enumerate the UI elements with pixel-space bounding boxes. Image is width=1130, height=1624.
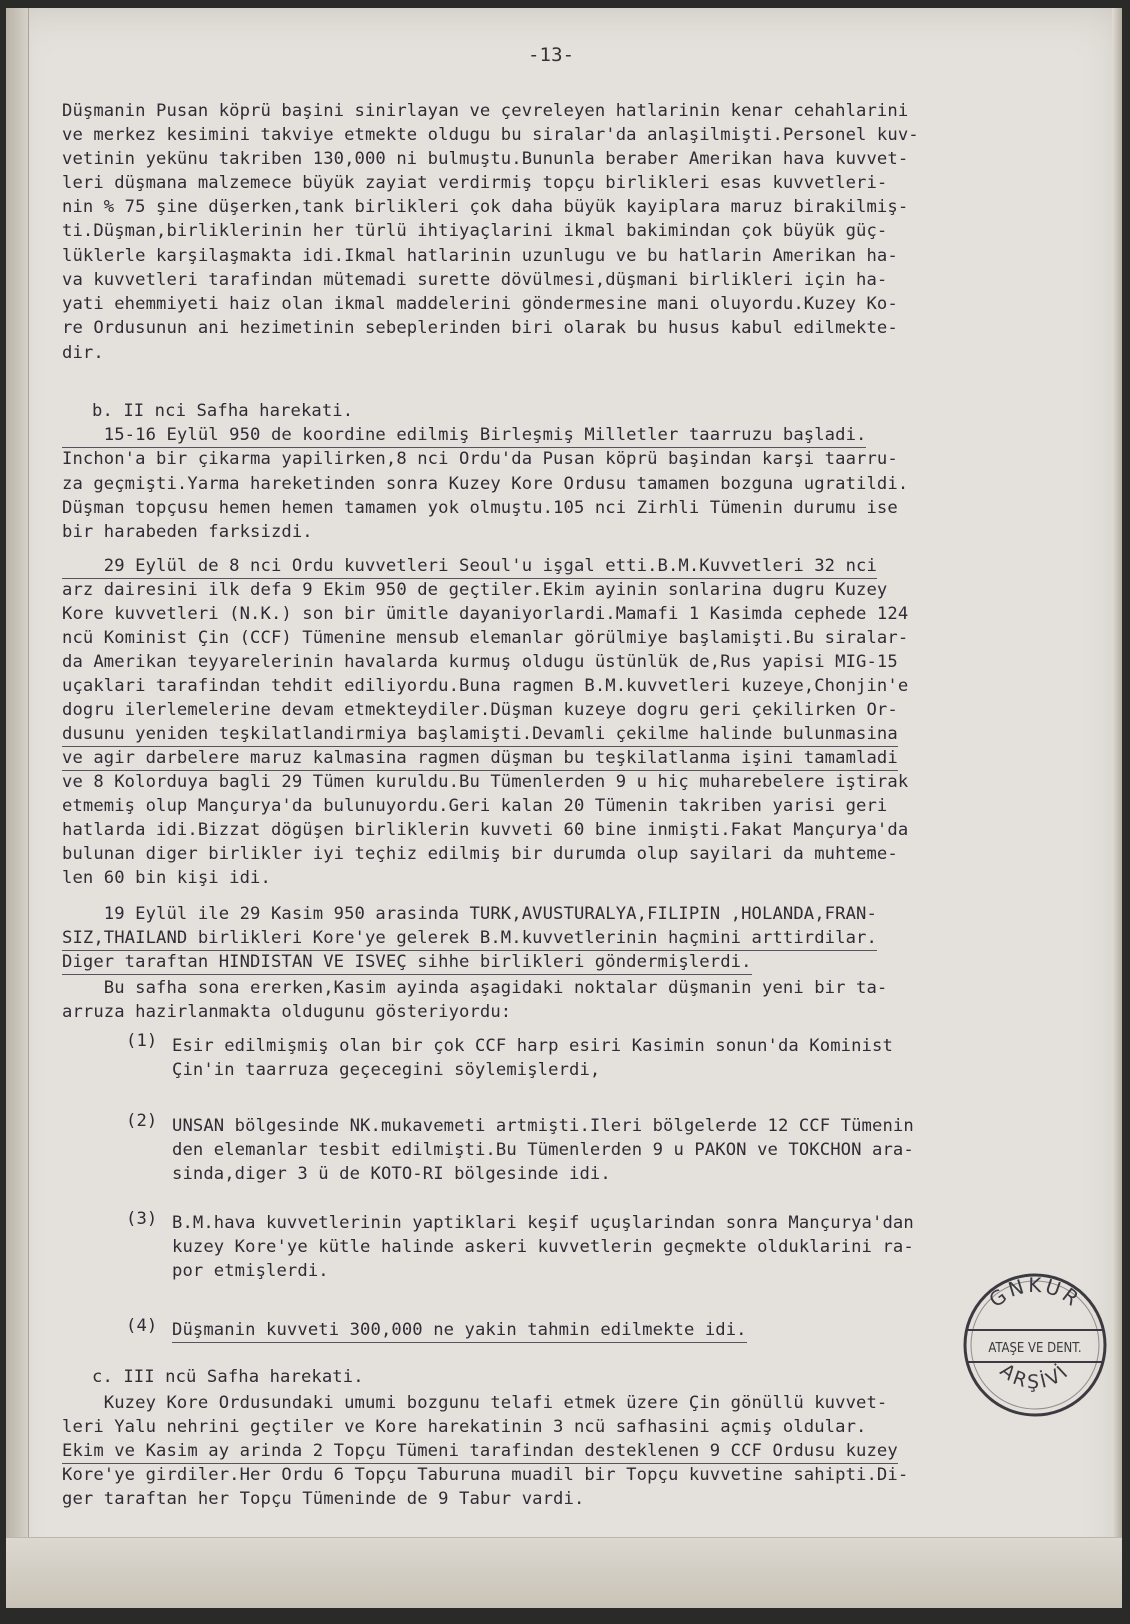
text-line: arz dairesini ilk defa 9 Ekim 950 de geçtiler.Ekim ayinin sonlarina dugru Kuzey bbox=[62, 580, 888, 600]
text-line: sinda,diger 3 ü de KOTO-RI bölgesinde idi. bbox=[172, 1164, 611, 1184]
svg-text:ARŞİVİ bbox=[996, 1359, 1075, 1393]
text-line: Esir edilmişmiş olan bir çok CCF harp esiri Kasimin sonun'da Kominist bbox=[172, 1036, 893, 1056]
text-line: Inchon'a bir çikarma yapilirken,8 nci Ordu'da Pusan köprü başindan karşi taarru- bbox=[62, 449, 898, 469]
text-line: dogru ilerlemelerine devam etmekteydiler.Düşman kuzeye dogru geri çekilirken Or- bbox=[62, 700, 898, 720]
text-line: lüklerle karşilaşmakta idi.Ikmal hatlarinin uzunlugu ve bu hatlarin Amerikan ha- bbox=[62, 246, 898, 266]
text-line: yati ehemmiyeti haiz olan ikmal maddelerini göndermesine mani oluyordu.Kuzey Ko- bbox=[62, 294, 898, 314]
text-line: hatlarda idi.Bizzat dögüşen birliklerin kuvveti 60 bine inmişti.Fakat Mançurya'da bbox=[62, 820, 909, 840]
text-line: nin % 75 şine düşerken,tank birlikleri çok daha büyük kayiplara maruz birakilmiş- bbox=[62, 197, 909, 217]
text-line: kuzey Kore'ye kütle halinde askeri kuvvetlerin geçmekte olduklarini ra- bbox=[172, 1237, 914, 1257]
text-line: leri düşmana malzemece büyük zayiat verdirmiş topçu birlikleri esas kuvvetleri- bbox=[62, 173, 888, 193]
page-edge bbox=[1112, 8, 1122, 1608]
text-line: UNSAN bölgesinde NK.mukavemeti artmişti.Ileri bölgelerde 12 CCF Tümenin bbox=[172, 1116, 914, 1136]
svg-text:GNKUR bbox=[984, 1273, 1085, 1312]
text-line: Kore kuvvetleri (N.K.) son bir ümitle dayaniyorlardi.Mamafi 1 Kasimda cephede 124 bbox=[62, 604, 909, 624]
text-line: den elemanlar tesbit edilmişti.Bu Tümenlerden 9 u PAKON ve TOKCHON ara- bbox=[172, 1140, 914, 1160]
archive-stamp bbox=[960, 1270, 1110, 1420]
list-item-number: (3) bbox=[126, 1209, 158, 1229]
text-line: re Ordusunun ani hezimetinin sebeplerinden biri olarak bu husus kabul edilmekte- bbox=[62, 318, 898, 338]
document-page bbox=[6, 8, 1122, 1608]
text-line: dusunu yeniden teşkilatlandirmiya başlamişti.Devamli çekilme halinde bulunmasina bbox=[62, 723, 898, 747]
list-item-number: (2) bbox=[126, 1111, 158, 1131]
text-line: uçaklari tarafindan tehdit ediliyordu.Buna ragmen B.M.kuvvetleri kuzeye,Chonjin'e bbox=[62, 676, 909, 696]
page-bottom-edge bbox=[6, 1537, 1122, 1608]
text-line: ve 8 Kolorduya bagli 29 Tümen kuruldu.Bu Tümenlerden 9 u hiç muharebelere iştirak bbox=[62, 772, 909, 792]
text-line: Çin'in taarruza geçecegini söylemişlerdi, bbox=[172, 1060, 601, 1080]
stamp-bottom-text: ARŞİVİ bbox=[995, 1359, 1075, 1394]
text-line: Düşmanin Pusan köprü başini sinirlayan ve çevreleyen hatlarinin kenar cehahlarini bbox=[62, 101, 909, 121]
text-line: dir. bbox=[62, 343, 104, 363]
text-line: SIZ,THAILAND birlikleri Kore'ye gelerek B.M.kuvvetlerinin haçmini arttirdilar. bbox=[62, 927, 877, 951]
text-line: bulunan diger birlikler iyi teçhiz edilmiş bir durumda olup sayilari da muhteme- bbox=[62, 844, 898, 864]
text-line: B.M.hava kuvvetlerinin yaptiklari keşif uçuşlarindan sonra Mançurya'dan bbox=[172, 1213, 914, 1233]
text-line: ncü Kominist Çin (CCF) Tümenine mensub elemanlar görülmiye başlamişti.Bu siralar- bbox=[62, 628, 909, 648]
binding-margin bbox=[6, 8, 29, 1608]
text-line: Ekim ve Kasim ay arinda 2 Topçu Tümeni tarafindan desteklenen 9 CCF Ordusu kuzey bbox=[62, 1440, 898, 1464]
text-line: ti.Düşman,birliklerinin her türlü ihtiyaçlarini ikmal bakimindan çok büyük güç- bbox=[62, 221, 888, 241]
text-line: por etmişlerdi. bbox=[172, 1261, 329, 1281]
text-line: Düşmanin kuvveti 300,000 ne yakin tahmin edilmekte idi. bbox=[172, 1319, 747, 1343]
text-line: ger taraftan her Topçu Tümeninde de 9 Tabur vardi. bbox=[62, 1489, 585, 1509]
text-line: bir harabeden farksizdi. bbox=[62, 522, 313, 542]
list-item-number: (4) bbox=[126, 1316, 158, 1336]
list-item-number: (1) bbox=[126, 1031, 158, 1051]
text-line: arruza hazirlanmakta oldugunu gösteriyordu: bbox=[62, 1002, 512, 1022]
text-line: ve merkez kesimini takviye etmekte oldugu bu siralar'da anlaşilmişti.Personel kuv- bbox=[62, 125, 919, 145]
section-heading-b: b. II nci Safha harekati. bbox=[92, 401, 354, 421]
text-line: len 60 bin kişi idi. bbox=[62, 868, 271, 888]
text-line: Diger taraftan HINDISTAN VE ISVEÇ sihhe birlikleri göndermişlerdi. bbox=[62, 951, 752, 975]
page-number: -13- bbox=[528, 44, 575, 66]
text-line: 15-16 Eylül 950 de koordine edilmiş Birleşmiş Milletler taarruzu başladi. bbox=[62, 424, 866, 448]
text-line: Bu safha sona ererken,Kasim ayinda aşagidaki noktalar düşmanin yeni bir ta- bbox=[62, 978, 888, 998]
text-line: Düşman topçusu hemen hemen tamamen yok olmuştu.105 nci Zirhli Tümenin durumu ise bbox=[62, 498, 898, 518]
text-line: ve agir darbelere maruz kalmasina ragmen düşman bu teşkilatlanma işini tamamladi bbox=[62, 747, 898, 771]
text-line: 19 Eylül ile 29 Kasim 950 arasinda TURK,AVUSTURALYA,FILIPIN ,HOLANDA,FRAN- bbox=[62, 904, 877, 924]
text-line: Kore'ye girdiler.Her Ordu 6 Topçu Taburuna muadil bir Topçu kuvvetine sahipti.Di- bbox=[62, 1465, 909, 1485]
text-line: vetinin yekünu takriben 130,000 ni bulmuştu.Bununla beraber Amerikan hava kuvvet- bbox=[62, 149, 909, 169]
text-line: etmemiş olup Mançurya'da bulunuyordu.Geri kalan 20 Tümenin takriben yarisi geri bbox=[62, 796, 888, 816]
text-line: da Amerikan teyyarelerinin havalarda kurmuş oldugu üstünlük de,Rus yapisi MIG-15 bbox=[62, 652, 898, 672]
text-line: leri Yalu nehrini geçtiler ve Kore harekatinin 3 ncü safhasini açmiş oldular. bbox=[62, 1417, 867, 1437]
text-line: za geçmişti.Yarma hareketinden sonra Kuzey Kore Ordusu tamamen bozguna ugratildi. bbox=[62, 474, 909, 494]
text-line: Kuzey Kore Ordusundaki umumi bozgunu telafi etmek üzere Çin gönüllü kuvvet- bbox=[62, 1393, 888, 1413]
text-line: 29 Eylül de 8 nci Ordu kuvvetleri Seoul'u işgal etti.B.M.Kuvvetleri 32 nci bbox=[62, 555, 877, 579]
section-heading-c: c. III ncü Safha harekati. bbox=[92, 1367, 364, 1387]
text-line: va kuvvetleri tarafindan mütemadi surette dövülmesi,düşmani birlikleri için ha- bbox=[62, 270, 888, 290]
stamp-middle-text: ATAŞE VE DENT. bbox=[988, 1341, 1082, 1356]
stamp-top-text: GNKUR bbox=[984, 1272, 1086, 1313]
